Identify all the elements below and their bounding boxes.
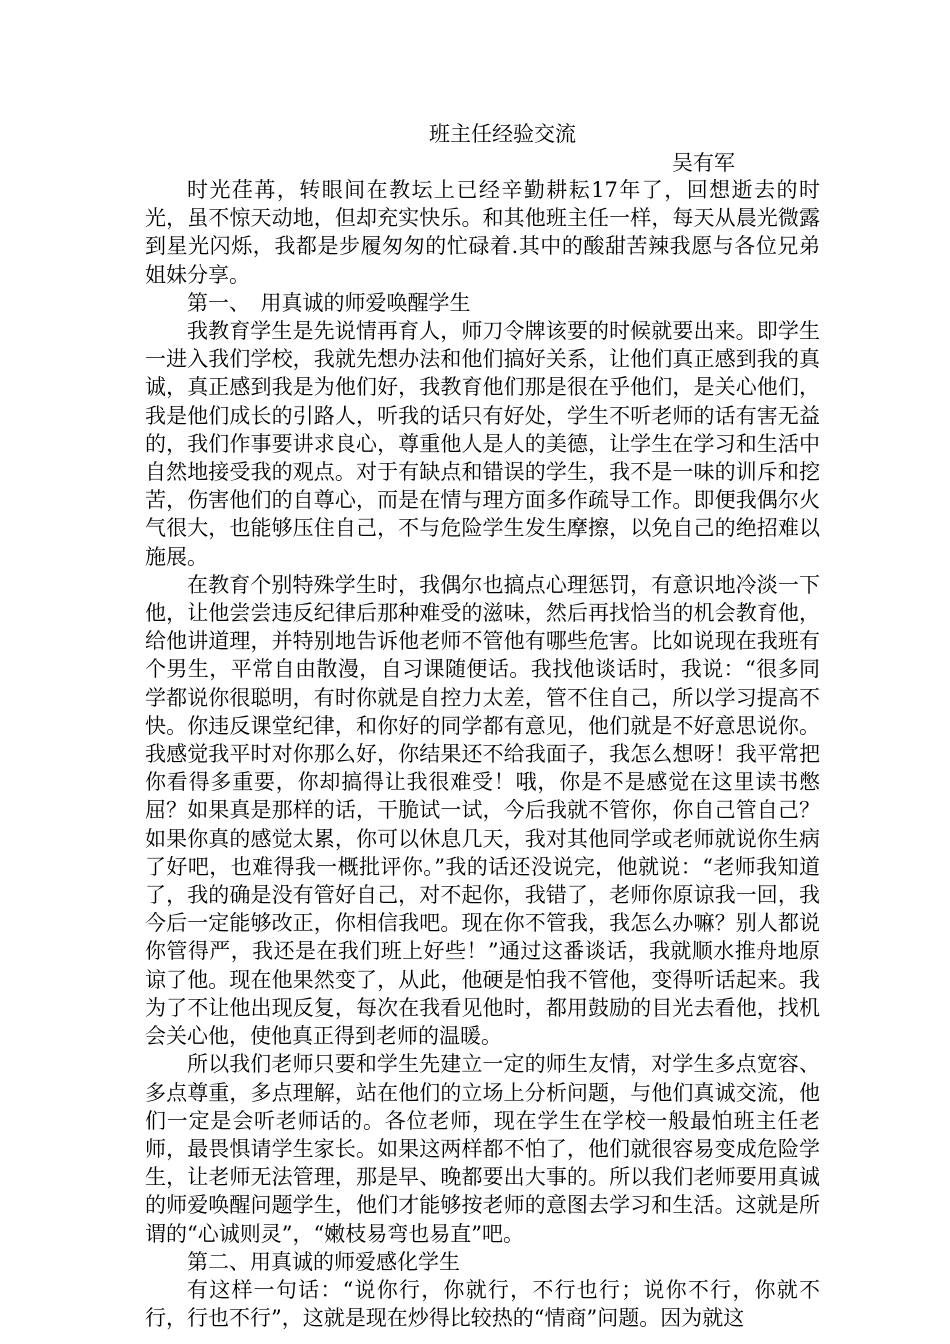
paragraph-section1-c: 所以我们老师只要和学生先建立一定的师生友情，对学生多点宽容、多点尊重，多点理解，站在他们的立场上分析问题，与他们真诚交流，他们一定是会听老师话的。各位老师，现在学生在学校一般最怕班主任老师，最畏惧请学生家长。如果这两样都不怕了，他们就很容易变成危险学生，让老师无法管理，那是早、晚都要出大事的。所以我们老师要用真诚的师爱唤醒问题学生，他们才能够按老师的意图去学习和生活。这就是所谓的“心诚则灵”，“嫩枝易弯也易直”吧。 bbox=[145, 1052, 820, 1246]
section-heading-2: 第二、用真诚的师爱感化学生 bbox=[187, 1249, 460, 1274]
section-heading-1: 第一、 用真诚的师爱唤醒学生 bbox=[187, 290, 471, 315]
paragraph-section2-a: 有这样一句话：“说你行，你就行，不行也行；说你不行，你就不行，行也不行”，这就是现在炒得比较热的“情商”问题。因为就这 bbox=[145, 1277, 820, 1331]
paragraph-intro: 时光荏苒，转眼间在教坛上已经辛勤耕耘17年了，回想逝去的时光，虽不惊天动地，但却充实快乐。和其他班主任一样，每天从晨光微露到星光闪烁，我都是步履匆匆的忙碌着.其中的酸甜苦辣我愿与各位兄弟姐妹分享。 bbox=[145, 178, 820, 287]
document-title: 班主任经验交流 bbox=[429, 122, 576, 146]
paragraph-section1-a: 我教育学生是先说情再育人，师刀令牌该要的时候就要出来。即学生一进入我们学校，我就先想办法和他们搞好关系，让他们真正感到我的真诚，真正感到我是为他们好，我教育他们那是很在乎他们，是关心他们，我是他们成长的引路人，听我的话只有好处，学生不听老师的话有害无益的，我们作事要讲求良心，尊重他人是人的美德，让学生在学习和生活中自然地接受我的观点。对于有缺点和错误的学生，我不是一味的训斥和挖苦，伤害他们的自尊心，而是在情与理方面多作疏导工作。即便我偶尔火气很大，也能够压住自己，不与危险学生发生摩擦，以免自己的绝招难以施展。 bbox=[145, 319, 820, 569]
document-author: 吴有军 bbox=[672, 151, 735, 175]
paragraph-section1-b: 在教育个别特殊学生时，我偶尔也搞点心理惩罚，有意识地冷淡一下他，让他尝尝违反纪律后那种难受的滋味，然后再找恰当的机会教育他，给他讲道理，并特别地告诉他老师不管他有哪些危害。比如说现在我班有个男生，平常自由散漫，自习课随便话。我找他谈话时，我说：“很多同学都说你很聪明，有时你就是自控力太差，管不住自己，所以学习提高不快。你违反课堂纪律，和你好的同学都有意见，他们就是不好意思说你。我感觉我平时对你那么好，你结果还不给我面子，我怎么想呀！我平常把你看得多重要，你却搞得让我很难受！哦，你是不是感觉在这里读书憋屈？如果真是那样的话，干脆试一试，今后我就不管你，你自己管自己？如果你真的感觉太累，你可以休息几天，我对其他同学或老师就说你生病了好吧，也难得我一概批评你。”我的话还没说完，他就说：“老师我知道了，我的确是没有管好自己，对不起你，我错了，老师你原谅我一回，我今后一定能够改正，你相信我吧。现在你不管我，我怎么办嘛？别人都说你管得严，我还是在我们班上好些！”通过这番谈话，我就顺水推舟地原谅了他。现在他果然变了，从此，他硬是怕我不管他，变得听话起来。我为了不让他出现反复，每次在我看见他时，都用鼓励的目光去看他，找机会关心他，使他真正得到老师的温暖。 bbox=[145, 572, 820, 1049]
document-body bbox=[145, 120, 820, 1332]
